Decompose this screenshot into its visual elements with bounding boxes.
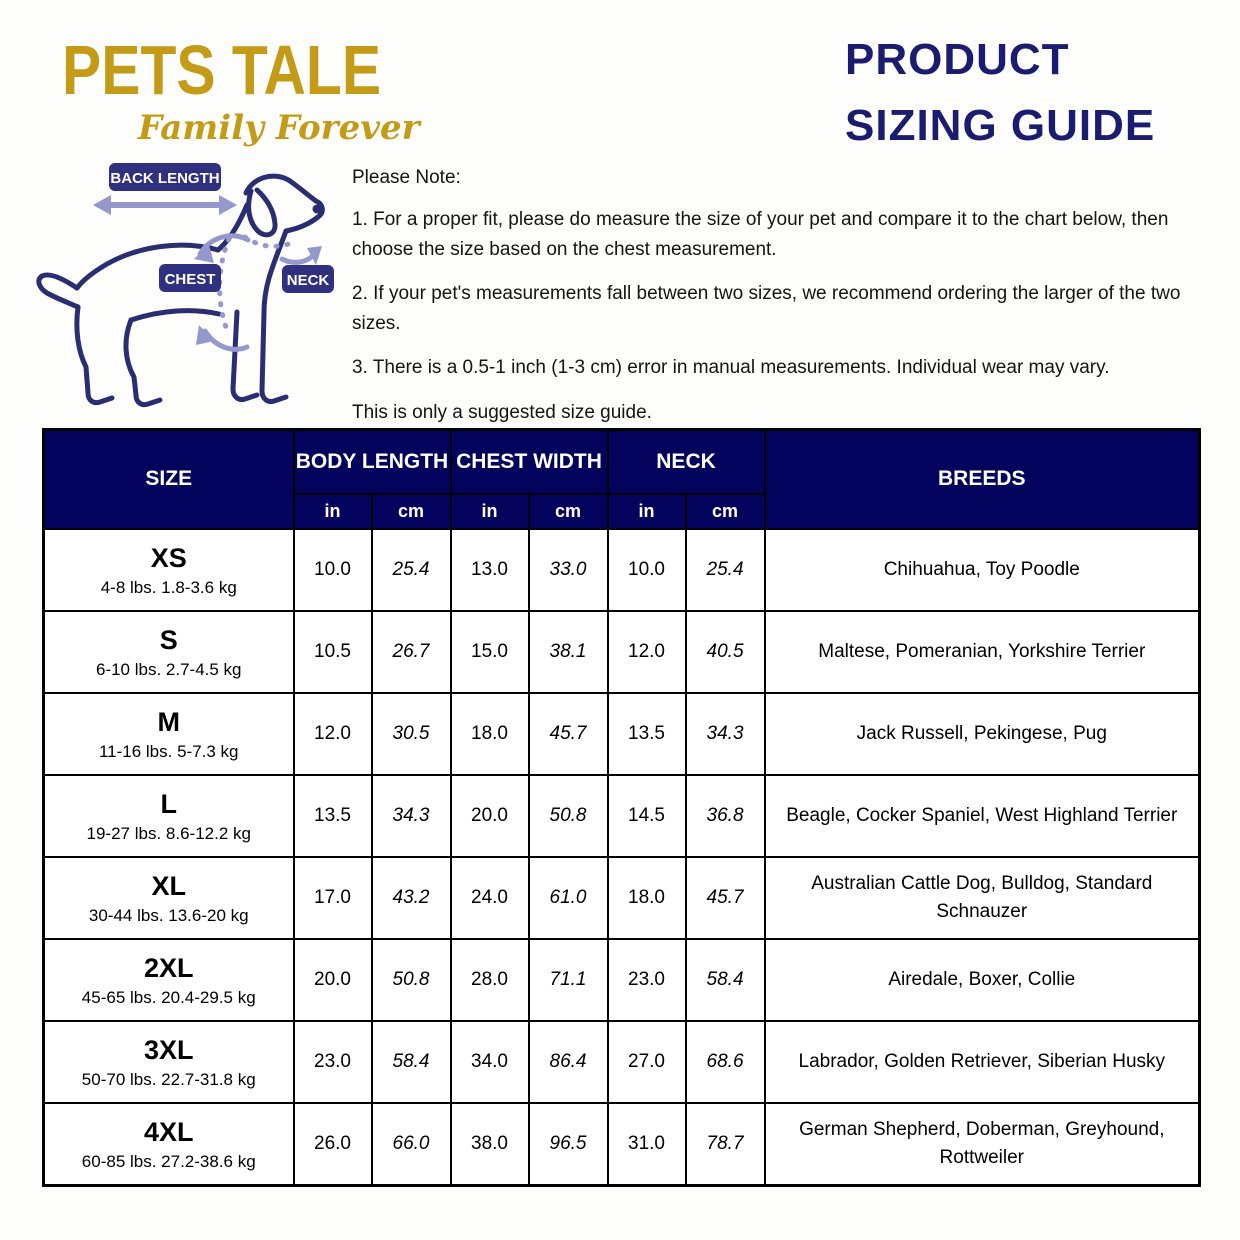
size-weight: 6-10 lbs. 2.7-4.5 kg [95,660,242,680]
size-name: 2XL [143,952,194,983]
size-cell [44,775,294,857]
size-cell [44,939,294,1021]
header-chest-in: in [451,494,529,529]
breeds-cell: Jack Russell, Pekingese, Pug [765,693,1200,775]
chest-width-in-cell: 15.0 [451,611,529,693]
body-length-in-cell: 23.0 [294,1021,372,1103]
size-name: M [157,706,180,737]
neck-in-cell: 14.5 [608,775,686,857]
size-name: S [159,624,178,655]
body-length-cm-cell: 34.3 [372,775,451,857]
breeds-cell: Australian Cattle Dog, Bulldog, Standard Schnauzer [765,857,1200,939]
neck-cm-cell: 58.4 [686,939,765,1021]
neck-in-cell: 27.0 [608,1021,686,1103]
header-size: SIZE [44,430,294,530]
chest-width-in-cell: 28.0 [451,939,529,1021]
chest-width-cm-cell: 71.1 [529,939,608,1021]
brand-tagline: Family Forever [138,108,420,148]
chest-width-cm-cell: 96.5 [529,1103,608,1185]
chest-width-in-cell: 20.0 [451,775,529,857]
body-length-in-cell: 13.5 [294,775,372,857]
neck-in-cell: 12.0 [608,611,686,693]
body-length-cm-cell: 26.7 [372,611,451,693]
body-length-in-cell: 26.0 [294,1103,372,1185]
body-length-cm-cell: 25.4 [372,529,451,611]
breeds-cell: Beagle, Cocker Spaniel, West Highland Terrier [765,775,1200,857]
table-row-4xl [44,1103,1200,1185]
table-row-l [44,775,1200,857]
size-name: L [160,788,177,819]
chest-width-in-cell: 34.0 [451,1021,529,1103]
body-length-in-cell: 17.0 [294,857,372,939]
breeds-cell: German Shepherd, Doberman, Greyhound, Rottweiler [765,1103,1200,1185]
note-item-1: 1. For a proper fit, please do measure the size of your pet and compare it to the chart below, then choose the size based on the chest measurement. [352,209,1169,260]
breeds-cell: Chihuahua, Toy Poodle [765,529,1200,611]
size-weight: 4-8 lbs. 1.8-3.6 kg [100,578,237,598]
chest-width-cm-cell: 86.4 [529,1021,608,1103]
neck-label: NECK [286,272,330,289]
breeds-cell: Airedale, Boxer, Collie [765,939,1200,1021]
notes-section [352,163,1224,442]
size-weight: 11-16 lbs. 5-7.3 kg [98,742,239,762]
table-row-m [44,693,1200,775]
table-row-2xl [44,939,1200,1021]
header-neck: NECK [608,430,765,495]
header-neck-in: in [608,494,686,529]
chest-width-in-cell: 18.0 [451,693,529,775]
chest-width-cm-cell: 61.0 [529,857,608,939]
back-length-arrow-icon [93,195,237,215]
note-item-3: 3. There is a 0.5-1 inch (1-3 cm) error in manual measurements. Individual wear may vary. [352,357,1110,379]
chest-width-cm-cell: 45.7 [529,693,608,775]
neck-in-cell: 23.0 [608,939,686,1021]
chest-badge [159,264,221,292]
body-length-cm-cell: 66.0 [372,1103,451,1185]
table-row-xl [44,857,1200,939]
size-weight: 60-85 lbs. 27.2-38.6 kg [81,1151,256,1171]
size-cell [44,857,294,939]
size-name: XS [150,542,187,573]
neck-cm-cell: 45.7 [686,857,765,939]
header-body-in: in [294,494,372,529]
header-chest-cm: cm [529,494,608,529]
chest-label: CHEST [164,271,216,288]
notes-footer: This is only a suggested size guide. [352,401,652,423]
table-header-group-row [44,430,1200,495]
chest-width-cm-cell: 38.1 [529,611,608,693]
neck-cm-cell: 78.7 [686,1103,765,1185]
back-length-label: BACK LENGTH [110,170,220,187]
neck-in-cell: 10.0 [608,529,686,611]
header-body-length: BODY LENGTH [294,430,451,495]
page-title-line2: SIZING GUIDE [845,101,1156,150]
body-length-cm-cell: 30.5 [372,693,451,775]
size-weight: 30-44 lbs. 13.6-20 kg [88,906,249,926]
sizing-table [42,428,1201,1187]
header-neck-cm: cm [686,494,765,529]
size-cell [44,1103,294,1185]
page-title-line1: PRODUCT [845,35,1070,84]
dog-measurement-diagram [33,153,345,425]
size-weight: 45-65 lbs. 20.4-29.5 kg [81,988,256,1008]
size-name: 4XL [143,1116,194,1147]
neck-badge [282,265,334,293]
chest-width-cm-cell: 50.8 [529,775,608,857]
size-name: XL [151,870,186,901]
size-weight: 50-70 lbs. 22.7-31.8 kg [81,1070,256,1090]
chest-width-in-cell: 13.0 [451,529,529,611]
size-cell [44,529,294,611]
size-name: 3XL [143,1034,194,1065]
neck-cm-cell: 40.5 [686,611,765,693]
body-length-cm-cell: 43.2 [372,857,451,939]
body-length-in-cell: 10.5 [294,611,372,693]
neck-cm-cell: 25.4 [686,529,765,611]
neck-cm-cell: 34.3 [686,693,765,775]
table-row-s [44,611,1200,693]
header-chest-width: CHEST WIDTH [451,430,608,495]
body-length-cm-cell: 58.4 [372,1021,451,1103]
chest-width-in-cell: 24.0 [451,857,529,939]
header-body-cm: cm [372,494,451,529]
neck-cm-cell: 68.6 [686,1021,765,1103]
size-cell [44,1021,294,1103]
chest-width-cm-cell: 33.0 [529,529,608,611]
note-item-2: 2. If your pet's measurements fall between two sizes, we recommend ordering the larger of the two sizes. [352,283,1181,334]
neck-in-cell: 31.0 [608,1103,686,1185]
notes-heading: Please Note: [352,167,461,188]
body-length-in-cell: 12.0 [294,693,372,775]
neck-in-cell: 13.5 [608,693,686,775]
chest-width-in-cell: 38.0 [451,1103,529,1185]
neck-cm-cell: 36.8 [686,775,765,857]
size-weight: 19-27 lbs. 8.6-12.2 kg [86,824,251,844]
breeds-cell: Maltese, Pomeranian, Yorkshire Terrier [765,611,1200,693]
body-length-in-cell: 20.0 [294,939,372,1021]
table-row-3xl [44,1021,1200,1103]
brand-logo: PETS TALE [62,31,382,109]
back-length-badge [109,163,221,191]
header-breeds: BREEDS [765,430,1200,530]
size-cell [44,611,294,693]
body-length-in-cell: 10.0 [294,529,372,611]
body-length-cm-cell: 50.8 [372,939,451,1021]
table-row-xs [44,529,1200,611]
page-title [845,35,1215,150]
neck-in-cell: 18.0 [608,857,686,939]
size-cell [44,693,294,775]
breeds-cell: Labrador, Golden Retriever, Siberian Husky [765,1021,1200,1103]
